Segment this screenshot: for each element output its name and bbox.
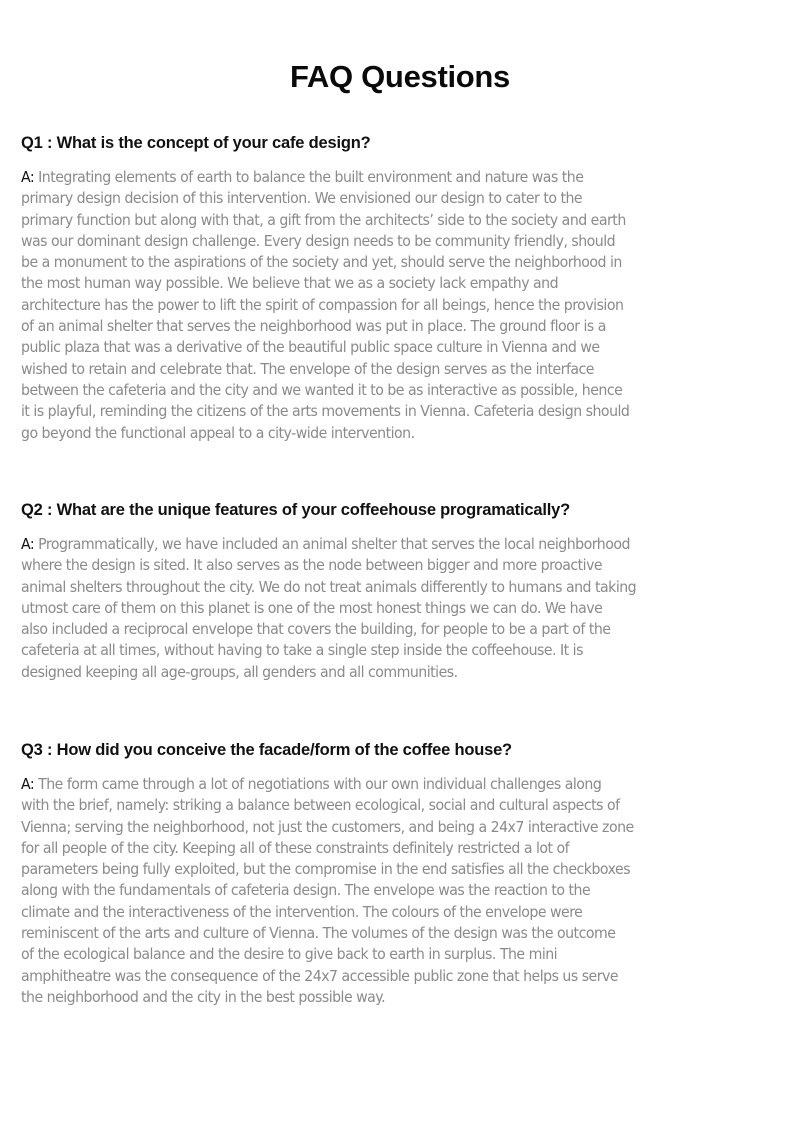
answer-line: along with the fundamentals of cafeteria design. The envelope was the reaction to the: [21, 881, 591, 900]
answer-line: designed keeping all age-groups, all genders and all communities.: [21, 662, 458, 681]
answer-line: be a monument to the aspirations of the society and yet, should serve the neighborhood in: [21, 253, 622, 272]
answer-line: primary design decision of this intervention. We envisioned our design to cater to the: [21, 189, 583, 208]
answer-line: utmost care of them on this planet is one of the most honest things we can do. We have: [21, 598, 603, 617]
answer-line: [21, 534, 728, 555]
answer-label: A:: [21, 535, 35, 553]
answer-line: of an animal shelter that serves the neighborhood was put in place. The ground floor is a: [21, 317, 606, 336]
answer-line: for all people of the city. Keeping all of these constraints definitely restricted a lot of: [21, 838, 570, 857]
answer-line: [21, 774, 728, 795]
answer-line-text: The form came through a lot of negotiations with our own individual challenges along: [34, 775, 602, 793]
answer-line: where the design is sited. It also serves as the node between bigger and more proactive: [21, 556, 603, 575]
answer-line: the most human way possible. We believe that we as a society lack empathy and: [21, 274, 559, 293]
answer-line: parameters being fully exploited, but the compromise in the end satisfies all the checkboxes: [21, 860, 631, 879]
page-title: FAQ Questions: [289, 58, 511, 94]
answer-line: Vienna; serving the neighborhood, not just the customers, and being a 24x7 interactive zone: [21, 817, 634, 836]
answer-line: wished to retain and celebrate that. The envelope of the design serves as the interface: [21, 359, 594, 378]
answer-line: public plaza that was a derivative of the beautiful public space culture in Vienna and we: [21, 338, 600, 357]
answer-line: with the brief, namely: striking a balance between ecological, social and cultural aspects of: [21, 796, 620, 815]
answer-line: animal shelters throughout the city. We do not treat animals differently to humans and taking: [21, 577, 637, 596]
faq-item-3: [21, 740, 781, 1008]
faq-answer-1: [21, 167, 728, 444]
faq-answer-2: [21, 534, 728, 683]
answer-line-text: Programmatically, we have included an animal shelter that serves the local neighborhood: [34, 535, 630, 553]
answer-line: amphitheatre was the consequence of the 24x7 accessible public zone that helps us serve: [21, 966, 619, 985]
answer-label: A:: [21, 775, 35, 793]
faq-item-1: [21, 133, 781, 444]
answer-line: also included a reciprocal envelope that covers the building, for people to be a part of the: [21, 620, 611, 639]
faq-question-3: Q3 : How did you conceive the facade/form of the coffee house?: [21, 741, 512, 759]
answer-line: between the cafeteria and the city and we wanted it to be as interactive as possible, hence: [21, 380, 623, 399]
answer-line: it is playful, reminding the citizens of the arts movements in Vienna. Cafeteria design should: [21, 402, 630, 421]
answer-line: of the ecological balance and the desire to give back to earth in surplus. The mini: [21, 945, 558, 964]
faq-answer-3: [21, 774, 728, 1008]
answer-line: go beyond the functional appeal to a city-wide intervention.: [21, 423, 415, 442]
answer-line: architecture has the power to lift the spirit of compassion for all beings, hence the provision: [21, 295, 624, 314]
answer-line: climate and the interactiveness of the intervention. The colours of the envelope were: [21, 902, 583, 921]
faq-question-2: Q2 : What are the unique features of your coffeehouse programatically?: [21, 501, 570, 519]
answer-line: the neighborhood and the city in the best possible way.: [21, 987, 386, 1006]
answer-line: was our dominant design challenge. Every design needs to be community friendly, should: [21, 231, 616, 250]
answer-line: [21, 167, 728, 188]
answer-line: reminiscent of the arts and culture of Vienna. The volumes of the design was the outcome: [21, 924, 616, 943]
faq-item-2: [21, 500, 781, 683]
faq-question-1: Q1 : What is the concept of your cafe design?: [21, 134, 371, 152]
answer-line: primary function but along with that, a gift from the architects’ side to the society and earth: [21, 210, 626, 229]
answer-line: cafeteria at all times, without having to take a single step inside the coffeehouse. It is: [21, 641, 583, 660]
answer-label: A:: [21, 168, 35, 186]
answer-line-text: Integrating elements of earth to balance the built environment and nature was the: [34, 168, 584, 186]
